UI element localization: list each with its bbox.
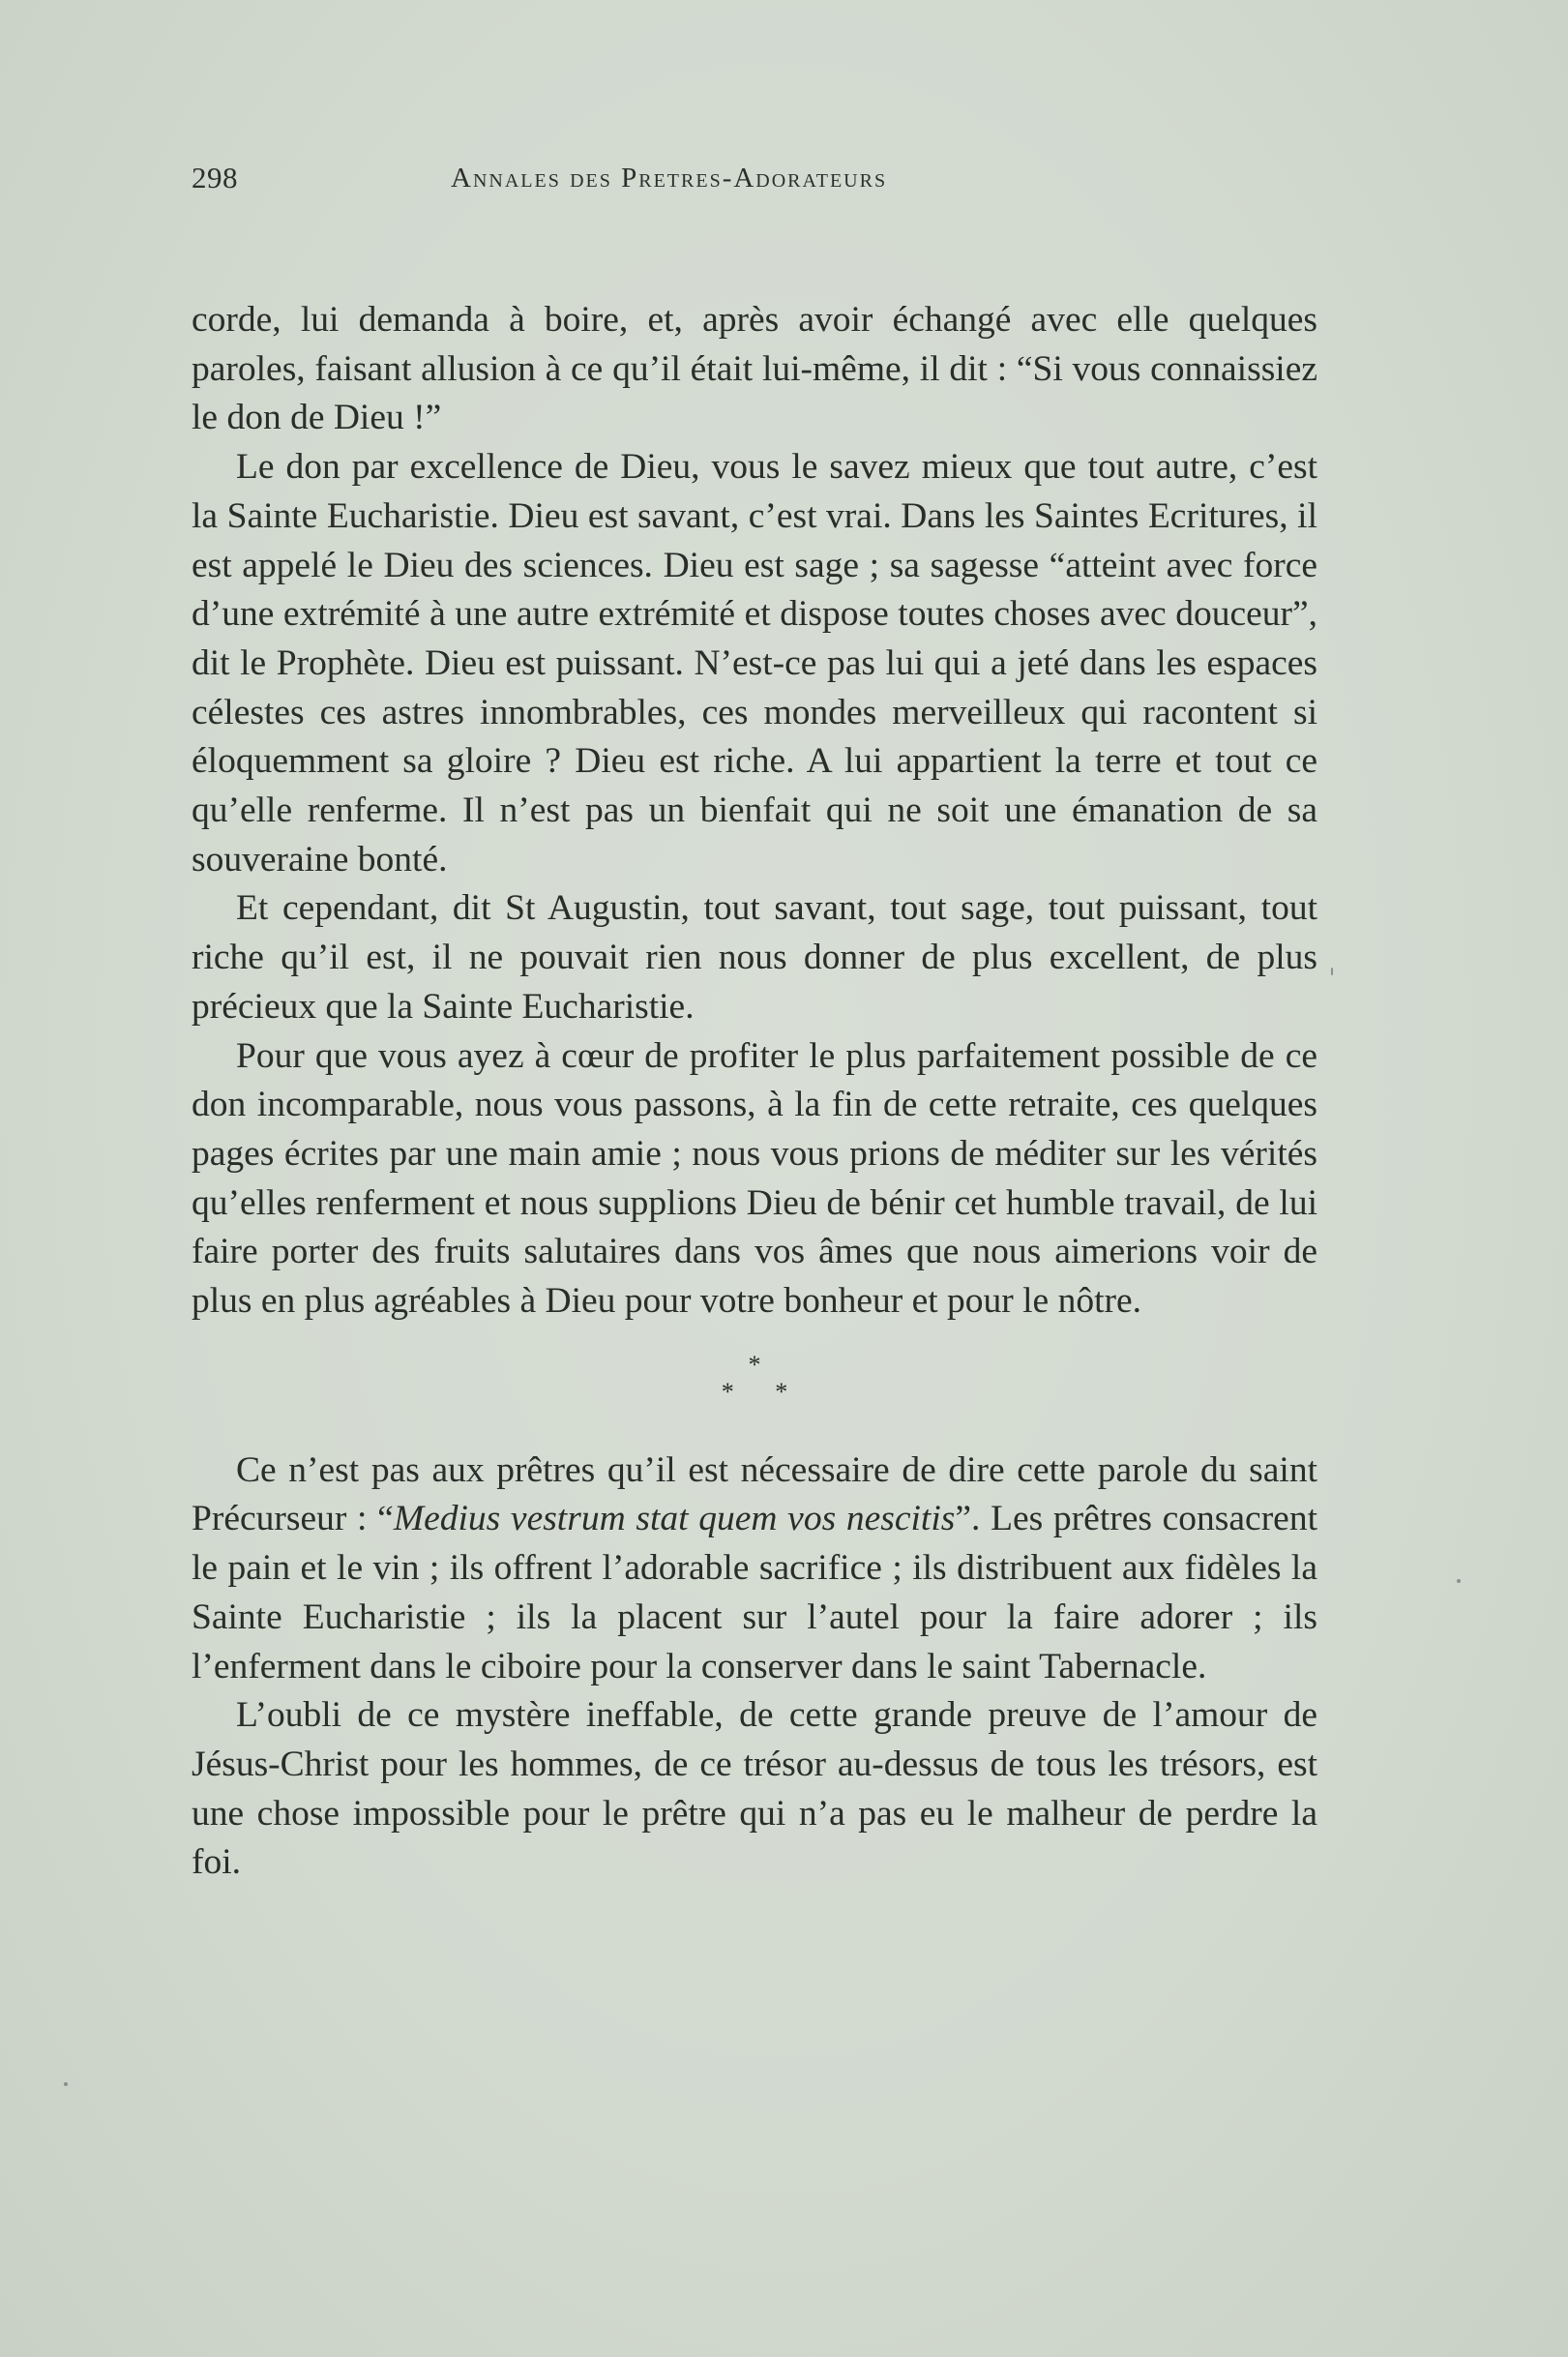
paper-speck <box>1457 1579 1461 1583</box>
section-separator <box>192 1327 1317 1447</box>
paragraph-1: corde, lui demanda à boire, et, après avoir échangé avec elle quelques paroles, faisant allusion à ce qu’il était lui-même, il dit : “Si vous connaissiez le don de Dieu !” <box>192 300 1317 438</box>
paper-speck <box>64 2082 68 2086</box>
body-text <box>192 296 1317 1888</box>
paragraph-4: Pour que vous ayez à cœur de profiter le plus parfaitement possible de ce don incomparable, nous vous passons, à la fin de cette retraite, ces quelques pages écrites par une main amie ; nous vous prions de méditer sur les vérités qu’elles renferment et nous supplions Dieu de bénir cet humble travail, de lui faire porter des fruits salutaires dans vos âmes que nous aimerions voir de plus en plus agréables à Dieu pour votre bonheur et pour le nôtre. <box>192 1035 1317 1322</box>
paragraph-5-start: Ce n’est pas aux prêtres qu’il est nécessaire de dire cette parole du saint Précurseur : “ <box>192 1449 1317 1539</box>
page-number: 298 <box>192 161 238 194</box>
latin-quotation: Medius vestrum stat quem vos nescitis <box>393 1499 956 1539</box>
paragraph-3: Et cependant, dit St Augustin, tout savant, tout sage, tout puissant, tout riche qu’il est, il ne pouvait rien nous donner de plus excellent, de plus précieux que la Sainte Eucharistie. <box>192 888 1317 1027</box>
paragraph-2: Le don par excellence de Dieu, vous le savez mieux que tout autre, c’est la Sainte Eucharistie. Dieu est savant, c’est vrai. Dans les Saintes Ecritures, il est appelé le Dieu des sciences. Dieu est sage ; sa sagesse “atteint avec force d’une extrémité à une autre extrémité et dispose toutes choses avec douceur”, dit le Prophète. Dieu est puissant. N’est-ce pas lui qui a jeté dans les espaces célestes ces astres innombrables, ces mondes merveilleux qui racontent si éloquemment sa gloire ? Dieu est riche. A lui appartient la terre et tout ce qu’elle renferme. Il n’est pas un bienfait qui ne soit une émanation de sa souveraine bonté. <box>192 447 1317 880</box>
paragraph-6: L’oubli de ce mystère ineffable, de cette grande preuve de l’amour de Jésus-Christ pour les hommes, de ce trésor au-dessus de tous les trésors, est une chose impossible pour le prêtre qui n’a pas eu le malheur de perdre la foi. <box>192 1695 1317 1883</box>
paper-speck <box>1331 968 1333 975</box>
running-title: Annales des Pretres-Adorateurs <box>451 163 888 194</box>
paragraph-5-end: ”. Les prêtres consacrent le pain et le vin ; ils offrent l’adorable sacrifice ; ils distribuent aux fidèles la Sainte Eucharistie ; ils la placent sur l’autel pour la faire adorer ; ils l’enferment dans le ciboire pour la conserver dans le saint Tabernacle. <box>192 1499 1317 1686</box>
asterism-bottom: * * <box>721 1377 806 1406</box>
page-header <box>192 161 1317 205</box>
asterism-top: * <box>748 1350 775 1379</box>
paragraph-5 <box>192 1447 1317 1692</box>
